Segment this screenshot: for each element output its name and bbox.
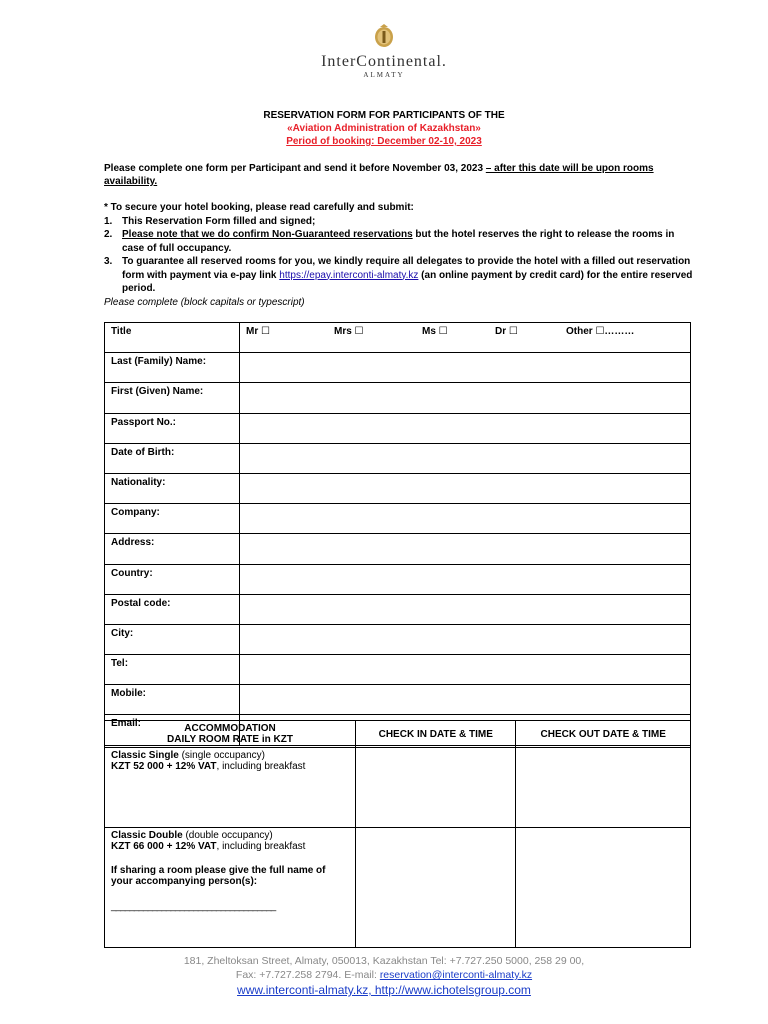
hotel-website-links[interactable]: www.interconti-almaty.kz, http://www.ichotelsgroup.com bbox=[237, 983, 531, 997]
address-field[interactable] bbox=[240, 534, 691, 564]
hotel-logo bbox=[0, 24, 768, 80]
accommodation-header-line-2: DAILY ROOM RATE in KZT bbox=[167, 734, 293, 745]
company-field[interactable] bbox=[240, 504, 691, 534]
nationality-field[interactable] bbox=[240, 473, 691, 503]
brand-name: InterContinental. bbox=[321, 53, 447, 70]
classic-single-option[interactable] bbox=[105, 748, 356, 828]
table-row bbox=[105, 624, 691, 654]
reservation-email-link[interactable]: reservation@interconti-almaty.kz bbox=[379, 969, 533, 981]
participant-details-table bbox=[104, 322, 691, 746]
intro-text: Please complete one form per Participant and send it before November 03, 2023 bbox=[104, 163, 486, 174]
table-row bbox=[105, 655, 691, 685]
table-row bbox=[105, 534, 691, 564]
item-text: (an online payment by credit card) for the entire reserved period. bbox=[122, 269, 693, 294]
title-option-dr[interactable]: Dr ☐ bbox=[495, 326, 518, 337]
companion-name-line[interactable]: ____________________________________ bbox=[111, 901, 276, 912]
table-header-row bbox=[105, 721, 691, 748]
heading-event-name: «Aviation Administration of Kazakhstan» bbox=[287, 123, 481, 134]
sharing-instructions: If sharing a room please give the full name of your accompanying person(s): bbox=[111, 865, 326, 887]
title-option-mrs[interactable]: Mrs ☐ bbox=[334, 326, 364, 337]
room-occupancy: (single occupancy) bbox=[178, 750, 265, 761]
single-check-in-field[interactable] bbox=[356, 748, 516, 828]
mobile-field[interactable] bbox=[240, 685, 691, 715]
booking-instructions bbox=[104, 201, 694, 309]
item-text-underlined: Please note that we do confirm Non-Guaranteed reservations bbox=[122, 229, 413, 240]
footer-address: 181, Zheltoksan Street, Almaty, 050013, Kazakhstan Tel: +7.727.250 5000, 258 29 00, bbox=[183, 955, 585, 967]
room-rate: KZT 52 000 + 12% VAT bbox=[111, 761, 217, 772]
item-text: but the hotel reserves the right to release the rooms in case of full occupancy. bbox=[122, 229, 675, 254]
table-row bbox=[105, 594, 691, 624]
birth-date-label: Date of Birth: bbox=[105, 443, 240, 473]
table-row bbox=[105, 413, 691, 443]
email-label: Email: bbox=[105, 715, 240, 745]
room-inclusion: , including breakfast bbox=[216, 841, 306, 852]
instruction-item bbox=[104, 215, 694, 229]
instruction-item bbox=[104, 228, 694, 255]
item-number: 3. bbox=[104, 256, 113, 267]
instructions-lead: * To secure your hotel booking, please read carefully and submit: bbox=[104, 202, 414, 213]
table-row bbox=[105, 564, 691, 594]
heading-line-1: RESERVATION FORM FOR PARTICIPANTS OF THE bbox=[263, 110, 505, 121]
title-options bbox=[240, 323, 691, 353]
intercontinental-logo-icon bbox=[373, 24, 395, 48]
double-check-in-field[interactable] bbox=[356, 828, 516, 948]
accommodation-header bbox=[105, 721, 356, 748]
title-option-ms[interactable]: Ms ☐ bbox=[422, 326, 448, 337]
country-field[interactable] bbox=[240, 564, 691, 594]
item-number: 1. bbox=[104, 215, 113, 227]
heading-booking-period: Period of booking: December 02-10, 2023 bbox=[286, 136, 482, 147]
address-label: Address: bbox=[105, 534, 240, 564]
brand-city: ALMATY bbox=[363, 71, 405, 79]
epay-link[interactable]: https://epay.interconti-almaty.kz bbox=[279, 269, 419, 281]
table-row bbox=[105, 443, 691, 473]
hotel-footer bbox=[0, 954, 768, 998]
company-label: Company: bbox=[105, 504, 240, 534]
room-type-name: Classic Double bbox=[111, 830, 183, 841]
passport-label: Passport No.: bbox=[105, 413, 240, 443]
item-text: This Reservation Form filled and signed; bbox=[122, 215, 316, 227]
intro-paragraph bbox=[104, 162, 694, 188]
title-option-other[interactable]: Other ☐……… bbox=[566, 326, 635, 337]
room-inclusion: , including breakfast bbox=[216, 761, 306, 772]
room-type-name: Classic Single bbox=[111, 750, 179, 761]
classic-double-option[interactable] bbox=[105, 828, 356, 948]
title-option-mr[interactable]: Mr ☐ bbox=[246, 326, 270, 337]
accommodation-header-line-1: ACCOMMODATION bbox=[184, 723, 276, 734]
table-row bbox=[105, 828, 691, 948]
accommodation-table bbox=[104, 720, 691, 948]
last-name-field[interactable] bbox=[240, 353, 691, 383]
title-label: Title bbox=[105, 323, 240, 353]
item-text: To guarantee all reserved rooms for you, we kindly require all delegates to provide the hotel with a filled out reservation form with payment via e-pay link bbox=[122, 256, 691, 281]
passport-field[interactable] bbox=[240, 413, 691, 443]
form-heading bbox=[0, 109, 768, 148]
country-label: Country: bbox=[105, 564, 240, 594]
table-row bbox=[105, 685, 691, 715]
first-name-label: First (Given) Name: bbox=[105, 383, 240, 413]
postal-code-field[interactable] bbox=[240, 594, 691, 624]
birth-date-field[interactable] bbox=[240, 443, 691, 473]
nationality-label: Nationality: bbox=[105, 473, 240, 503]
room-rate: KZT 66 000 + 12% VAT bbox=[111, 841, 217, 852]
tel-field[interactable] bbox=[240, 655, 691, 685]
first-name-field[interactable] bbox=[240, 383, 691, 413]
table-row bbox=[105, 323, 691, 353]
instruction-item bbox=[104, 255, 694, 296]
tel-label: Tel: bbox=[105, 655, 240, 685]
table-row bbox=[105, 473, 691, 503]
check-out-header: CHECK OUT DATE & TIME bbox=[516, 721, 691, 748]
footer-fax: Fax: +7.727.258 2794. E-mail: bbox=[235, 969, 380, 981]
check-in-header: CHECK IN DATE & TIME bbox=[356, 721, 516, 748]
last-name-label: Last (Family) Name: bbox=[105, 353, 240, 383]
city-label: City: bbox=[105, 624, 240, 654]
single-check-out-field[interactable] bbox=[516, 748, 691, 828]
footer-contact bbox=[0, 968, 768, 982]
intro-deadline-note: – after this date will be upon rooms availability. bbox=[104, 163, 654, 187]
postal-code-label: Postal code: bbox=[105, 594, 240, 624]
mobile-label: Mobile: bbox=[105, 685, 240, 715]
city-field[interactable] bbox=[240, 624, 691, 654]
completion-note: Please complete (block capitals or typescript) bbox=[104, 296, 305, 308]
room-occupancy: (double occupancy) bbox=[182, 830, 273, 841]
item-number: 2. bbox=[104, 229, 113, 240]
table-row bbox=[105, 383, 691, 413]
table-row bbox=[105, 353, 691, 383]
table-row bbox=[105, 504, 691, 534]
double-check-out-field[interactable] bbox=[516, 828, 691, 948]
table-row bbox=[105, 748, 691, 828]
